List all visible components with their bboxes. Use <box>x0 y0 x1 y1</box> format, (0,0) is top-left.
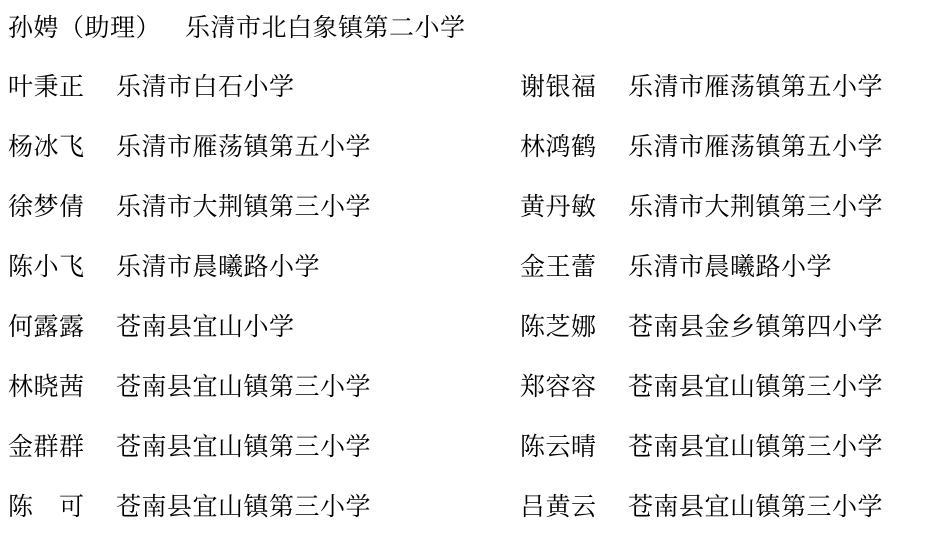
school-name: 乐清市白石小学 <box>116 74 295 101</box>
roster-row <box>0 418 934 478</box>
roster-entry-right <box>512 58 883 118</box>
roster-entry-left <box>0 118 512 178</box>
roster-entry-left <box>0 298 512 358</box>
person-name: 何露露 <box>8 314 85 341</box>
person-name: 陈芝娜 <box>520 314 597 341</box>
roster-row <box>0 298 934 358</box>
school-name: 乐清市晨曦路小学 <box>628 254 833 281</box>
roster-entry-left <box>0 178 512 238</box>
roster-row <box>0 178 934 238</box>
roster-entry-left <box>0 478 512 538</box>
person-name: 孙娉（助理） <box>8 15 162 42</box>
roster-row <box>0 118 934 178</box>
roster-entry-left <box>0 418 512 478</box>
school-name: 苍南县宜山镇第三小学 <box>628 374 884 401</box>
person-name: 林晓茜 <box>8 374 85 401</box>
roster-entry-right <box>512 358 883 418</box>
roster-entry-right <box>512 298 883 358</box>
school-name: 乐清市雁荡镇第五小学 <box>628 74 884 101</box>
school-name: 苍南县宜山镇第三小学 <box>628 434 884 461</box>
person-name: 吕黄云 <box>520 494 597 521</box>
school-name: 乐清市雁荡镇第五小学 <box>628 134 884 161</box>
school-name: 苍南县宜山小学 <box>116 314 295 341</box>
person-name: 林鸿鹤 <box>520 134 597 161</box>
school-name: 苍南县金乡镇第四小学 <box>628 314 884 341</box>
school-name: 乐清市大荆镇第三小学 <box>628 194 884 221</box>
school-name: 乐清市大荆镇第三小学 <box>116 194 372 221</box>
roster-row <box>0 58 934 118</box>
roster-entry-right <box>512 418 883 478</box>
roster-entry-right <box>512 118 883 178</box>
person-name: 谢银福 <box>520 74 597 101</box>
person-name: 金群群 <box>8 434 85 461</box>
school-name: 苍南县宜山镇第三小学 <box>628 494 884 521</box>
person-name: 叶秉正 <box>8 74 85 101</box>
school-name: 乐清市北白象镇第二小学 <box>185 15 466 42</box>
school-name: 苍南县宜山镇第三小学 <box>116 494 372 521</box>
person-name: 杨冰飞 <box>8 134 85 161</box>
school-name: 乐清市雁荡镇第五小学 <box>116 134 372 161</box>
person-name: 陈 可 <box>8 494 85 521</box>
person-name: 金王蕾 <box>520 254 597 281</box>
person-name: 陈小飞 <box>8 254 85 281</box>
person-name: 郑容容 <box>520 374 597 401</box>
roster-entry-right <box>512 238 832 298</box>
person-name: 陈云晴 <box>520 434 597 461</box>
roster-row <box>0 478 934 538</box>
roster-entry-right <box>512 178 883 238</box>
school-name: 乐清市晨曦路小学 <box>116 254 321 281</box>
school-name: 苍南县宜山镇第三小学 <box>116 434 372 461</box>
roster-row <box>0 238 934 298</box>
roster-entry-left <box>0 358 512 418</box>
roster-entry-left <box>0 0 512 58</box>
roster-row <box>0 358 934 418</box>
roster-row <box>0 0 934 58</box>
school-name: 苍南县宜山镇第三小学 <box>116 374 372 401</box>
person-name: 徐梦倩 <box>8 194 85 221</box>
roster-entry-right <box>512 478 883 538</box>
person-name: 黄丹敏 <box>520 194 597 221</box>
roster-entry-left <box>0 58 512 118</box>
roster-entry-left <box>0 238 512 298</box>
